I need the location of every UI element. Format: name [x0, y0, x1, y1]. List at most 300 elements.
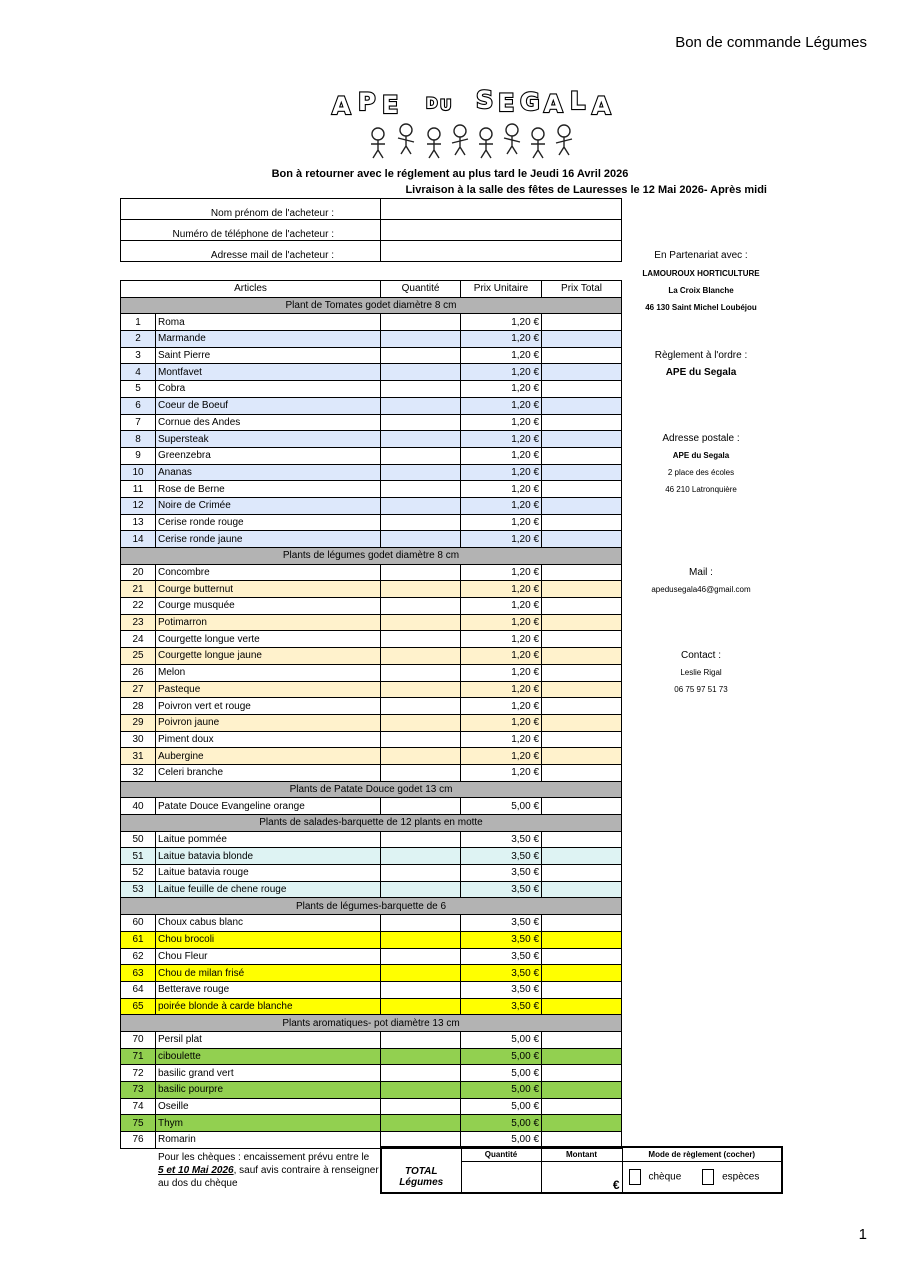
total-price-field[interactable]: [542, 881, 622, 898]
article-name: Piment doux: [156, 731, 381, 748]
article-number: 32: [121, 764, 156, 781]
article-name: Cobra: [156, 381, 381, 398]
quantity-field[interactable]: [381, 1048, 461, 1065]
total-price-field[interactable]: [542, 364, 622, 381]
unit-price: 1,20 €: [461, 564, 542, 581]
article-name: Courgette longue jaune: [156, 648, 381, 665]
deadline-notice: Bon à retourner avec le réglement au plus tard le Jeudi 16 Avril 2026: [271, 168, 629, 180]
article-row: [121, 764, 622, 781]
svg-text:S: S: [476, 86, 494, 114]
totals-quantity-header: Quantité: [461, 1147, 541, 1162]
quantity-field[interactable]: [381, 681, 461, 698]
unit-price: 5,00 €: [461, 1132, 542, 1149]
totals-amount-header: Montant: [541, 1147, 622, 1162]
article-row: [121, 648, 622, 665]
article-number: 62: [121, 948, 156, 965]
svg-text:L: L: [570, 87, 586, 115]
article-number: 11: [121, 481, 156, 498]
quantity-field[interactable]: [381, 915, 461, 932]
article-number: 20: [121, 564, 156, 581]
buyer-email-field[interactable]: [381, 241, 622, 262]
unit-price: 1,20 €: [461, 397, 542, 414]
article-row: [121, 614, 622, 631]
article-number: 5: [121, 381, 156, 398]
mail-label: Mail :: [689, 567, 713, 578]
quantity-field[interactable]: [381, 414, 461, 431]
article-name: Chou de milan frisé: [156, 965, 381, 982]
section-header: [121, 548, 622, 565]
article-number: 40: [121, 798, 156, 815]
unit-price: 1,20 €: [461, 714, 542, 731]
section-title: Plants aromatiques- pot diamètre 13 cm: [121, 1015, 622, 1032]
quantity-field[interactable]: [381, 431, 461, 448]
total-price-field[interactable]: [542, 931, 622, 948]
total-price-field[interactable]: [542, 581, 622, 598]
payment-order-label: Règlement à l'ordre :: [654, 350, 748, 361]
quantity-field[interactable]: [381, 614, 461, 631]
section-title: Plants de salades-barquette de 12 plants en motte: [121, 815, 622, 832]
total-price-field[interactable]: [542, 731, 622, 748]
article-row: [121, 381, 622, 398]
total-price-field[interactable]: [542, 698, 622, 715]
buyer-phone-field[interactable]: [381, 220, 622, 241]
total-price-field[interactable]: [542, 764, 622, 781]
unit-price: 1,20 €: [461, 314, 542, 331]
article-number: 50: [121, 831, 156, 848]
euro-sign: €: [612, 1178, 620, 1192]
quantity-field[interactable]: [381, 664, 461, 681]
unit-price: 3,50 €: [461, 998, 542, 1015]
total-price-field[interactable]: [542, 1115, 622, 1132]
article-row: [121, 714, 622, 731]
total-price-field[interactable]: [542, 1098, 622, 1115]
article-row: [121, 1115, 622, 1132]
article-number: 60: [121, 915, 156, 932]
article-name: ciboulette: [156, 1048, 381, 1065]
quantity-field[interactable]: [381, 364, 461, 381]
quantity-field[interactable]: [381, 931, 461, 948]
article-row: [121, 881, 622, 898]
unit-price: 3,50 €: [461, 831, 542, 848]
unit-price: 1,20 €: [461, 447, 542, 464]
article-name: Concombre: [156, 564, 381, 581]
quantity-field[interactable]: [381, 631, 461, 648]
article-number: 72: [121, 1065, 156, 1082]
page-number: 1: [858, 1226, 867, 1243]
unit-price: 1,20 €: [461, 331, 542, 348]
article-number: 6: [121, 397, 156, 414]
buyer-name-field[interactable]: [381, 199, 622, 220]
total-price-field[interactable]: [542, 531, 622, 548]
unit-price: 5,00 €: [461, 1065, 542, 1082]
article-row: [121, 314, 622, 331]
article-name: Choux cabus blanc: [156, 915, 381, 932]
total-price-field[interactable]: [542, 831, 622, 848]
header-articles: Articles: [121, 281, 381, 298]
partner-label: En Partenariat avec :: [654, 250, 748, 261]
header-total-price: Prix Total: [542, 281, 622, 298]
article-row: [121, 848, 622, 865]
unit-price: 3,50 €: [461, 865, 542, 882]
quantity-field[interactable]: [381, 331, 461, 348]
quantity-field[interactable]: [381, 531, 461, 548]
quantity-field[interactable]: [381, 998, 461, 1015]
total-price-field[interactable]: [542, 598, 622, 615]
article-number: 30: [121, 731, 156, 748]
payment-order-name: APE du Segala: [665, 367, 737, 378]
total-price-field[interactable]: [542, 614, 622, 631]
unit-price: 3,50 €: [461, 881, 542, 898]
total-price-field[interactable]: [542, 431, 622, 448]
unit-price: 5,00 €: [461, 1031, 542, 1048]
article-name: Rose de Berne: [156, 481, 381, 498]
article-row: [121, 664, 622, 681]
article-name: Laitue pommée: [156, 831, 381, 848]
total-price-field[interactable]: [542, 631, 622, 648]
unit-price: 3,50 €: [461, 915, 542, 932]
quantity-field[interactable]: [381, 1082, 461, 1099]
quantity-field[interactable]: [381, 481, 461, 498]
quantity-field[interactable]: [381, 1115, 461, 1132]
unit-price: 3,50 €: [461, 931, 542, 948]
postal-address-name: APE du Segala: [672, 451, 730, 460]
article-number: 65: [121, 998, 156, 1015]
svg-text:A: A: [332, 92, 351, 120]
total-price-field[interactable]: [542, 497, 622, 514]
article-number: 12: [121, 497, 156, 514]
article-name: Romarin: [156, 1132, 381, 1149]
article-number: 2: [121, 331, 156, 348]
quantity-field[interactable]: [381, 581, 461, 598]
article-name: Poivron jaune: [156, 714, 381, 731]
unit-price: 1,20 €: [461, 581, 542, 598]
quantity-field[interactable]: [381, 464, 461, 481]
quantity-field[interactable]: [381, 731, 461, 748]
quantity-field[interactable]: [381, 447, 461, 464]
article-name: Betterave rouge: [156, 981, 381, 998]
article-number: 61: [121, 931, 156, 948]
article-number: 76: [121, 1132, 156, 1149]
quantity-field[interactable]: [381, 698, 461, 715]
article-name: Potimarron: [156, 614, 381, 631]
article-number: 7: [121, 414, 156, 431]
article-row: [121, 915, 622, 932]
article-name: Saint Pierre: [156, 347, 381, 364]
unit-price: 1,20 €: [461, 414, 542, 431]
article-row: [121, 447, 622, 464]
article-number: 26: [121, 664, 156, 681]
svg-text:E: E: [382, 91, 399, 119]
section-header: [121, 1015, 622, 1032]
article-name: Cornue des Andes: [156, 414, 381, 431]
total-price-field[interactable]: [542, 1065, 622, 1082]
article-name: Coeur de Boeuf: [156, 397, 381, 414]
article-number: 8: [121, 431, 156, 448]
quantity-field[interactable]: [381, 764, 461, 781]
unit-price: 1,20 €: [461, 681, 542, 698]
total-price-field[interactable]: [542, 648, 622, 665]
total-price-field[interactable]: [542, 564, 622, 581]
article-name: Montfavet: [156, 364, 381, 381]
article-name: basilic grand vert: [156, 1065, 381, 1082]
delivery-notice: Livraison à la salle des fêtes de Lauresses le 12 Mai 2026- Après midi: [405, 184, 767, 196]
article-row: [121, 798, 622, 815]
article-row: [121, 1048, 622, 1065]
cash-checkbox[interactable]: [702, 1169, 714, 1185]
article-name: Thym: [156, 1115, 381, 1132]
article-name: Cerise ronde rouge: [156, 514, 381, 531]
article-number: 52: [121, 865, 156, 882]
svg-text:G: G: [520, 88, 540, 116]
quantity-field[interactable]: [381, 381, 461, 398]
buyer-name-label: Nom prénom de l'acheteur :: [121, 199, 381, 220]
unit-price: 5,00 €: [461, 1115, 542, 1132]
total-price-field[interactable]: [542, 998, 622, 1015]
quantity-field[interactable]: [381, 798, 461, 815]
article-row: [121, 364, 622, 381]
svg-text:E: E: [498, 89, 515, 117]
article-name: Courgette longue verte: [156, 631, 381, 648]
unit-price: 1,20 €: [461, 531, 542, 548]
unit-price: 1,20 €: [461, 364, 542, 381]
document-title: Bon de commande Légumes: [675, 34, 867, 51]
quantity-field[interactable]: [381, 598, 461, 615]
total-price-field[interactable]: [542, 347, 622, 364]
article-number: 4: [121, 364, 156, 381]
unit-price: 1,20 €: [461, 381, 542, 398]
article-row: [121, 981, 622, 998]
article-row: [121, 965, 622, 982]
quantity-field[interactable]: [381, 648, 461, 665]
article-number: 63: [121, 965, 156, 982]
total-price-field[interactable]: [542, 481, 622, 498]
article-row: [121, 347, 622, 364]
article-number: 29: [121, 714, 156, 731]
total-price-field[interactable]: [542, 965, 622, 982]
unit-price: 1,20 €: [461, 347, 542, 364]
quantity-field[interactable]: [381, 564, 461, 581]
quantity-field[interactable]: [381, 965, 461, 982]
article-name: Chou Fleur: [156, 948, 381, 965]
article-row: [121, 514, 622, 531]
payment-mode-cell: [622, 1162, 782, 1194]
article-number: 51: [121, 848, 156, 865]
article-number: 64: [121, 981, 156, 998]
postal-address-city: 46 210 Latronquière: [665, 485, 737, 494]
article-name: Courge butternut: [156, 581, 381, 598]
article-name: Laitue batavia blonde: [156, 848, 381, 865]
quantity-field[interactable]: [381, 1031, 461, 1048]
quantity-field[interactable]: [381, 347, 461, 364]
unit-price: 1,20 €: [461, 698, 542, 715]
unit-price: 3,50 €: [461, 948, 542, 965]
quantity-field[interactable]: [381, 714, 461, 731]
article-number: 14: [121, 531, 156, 548]
article-number: 10: [121, 464, 156, 481]
total-price-field[interactable]: [542, 414, 622, 431]
article-row: [121, 431, 622, 448]
article-row: [121, 998, 622, 1015]
quantity-field[interactable]: [381, 397, 461, 414]
total-price-field[interactable]: [542, 798, 622, 815]
cheque-note-dates: 5 et 10 Mai 2026: [158, 1165, 234, 1176]
quantity-field[interactable]: [381, 1065, 461, 1082]
total-price-field[interactable]: [542, 1082, 622, 1099]
article-name: Roma: [156, 314, 381, 331]
article-name: Aubergine: [156, 748, 381, 765]
buyer-email-label: Adresse mail de l'acheteur :: [121, 241, 381, 262]
svg-text:D: D: [426, 96, 438, 112]
article-number: 74: [121, 1098, 156, 1115]
unit-price: 5,00 €: [461, 1082, 542, 1099]
article-name: Cerise ronde jaune: [156, 531, 381, 548]
section-header: [121, 898, 622, 915]
total-price-field[interactable]: [542, 714, 622, 731]
article-row: [121, 931, 622, 948]
article-row: [121, 631, 622, 648]
total-price-field[interactable]: [542, 397, 622, 414]
total-price-field[interactable]: [542, 681, 622, 698]
article-name: Ananas: [156, 464, 381, 481]
unit-price: 1,20 €: [461, 731, 542, 748]
unit-price: 1,20 €: [461, 481, 542, 498]
cheque-note: [158, 1151, 382, 1190]
total-quantity-field[interactable]: [461, 1162, 541, 1194]
order-table: [120, 280, 622, 1149]
total-label: TOTAL Légumes: [381, 1162, 461, 1194]
quantity-field[interactable]: [381, 1098, 461, 1115]
article-row: [121, 598, 622, 615]
total-price-field[interactable]: [542, 981, 622, 998]
article-name: Persil plat: [156, 1031, 381, 1048]
totals-mode-header: Mode de règlement (cocher): [622, 1147, 782, 1162]
article-number: 31: [121, 748, 156, 765]
total-price-field[interactable]: [542, 948, 622, 965]
unit-price: 1,20 €: [461, 764, 542, 781]
total-amount-field[interactable]: [541, 1162, 622, 1194]
article-name: Pasteque: [156, 681, 381, 698]
cheque-checkbox[interactable]: [629, 1169, 641, 1185]
article-row: [121, 698, 622, 715]
article-name: poirée blonde à carde blanche: [156, 998, 381, 1015]
section-title: Plants de légumes-barquette de 6: [121, 898, 622, 915]
unit-price: 1,20 €: [461, 631, 542, 648]
article-number: 9: [121, 447, 156, 464]
postal-address-street: 2 place des écoles: [667, 468, 735, 477]
quantity-field[interactable]: [381, 497, 461, 514]
contact-label: Contact :: [680, 650, 722, 661]
unit-price: 3,50 €: [461, 848, 542, 865]
article-number: 27: [121, 681, 156, 698]
total-price-field[interactable]: [542, 748, 622, 765]
article-row: [121, 1031, 622, 1048]
article-number: 25: [121, 648, 156, 665]
article-number: 22: [121, 598, 156, 615]
unit-price: 1,20 €: [461, 598, 542, 615]
buyer-info-table: [120, 198, 622, 262]
section-header: [121, 781, 622, 798]
article-name: Courge musquée: [156, 598, 381, 615]
quantity-field[interactable]: [381, 981, 461, 998]
total-price-field[interactable]: [542, 1031, 622, 1048]
article-name: basilic pourpre: [156, 1082, 381, 1099]
mail-value: apedusegala46@gmail.com: [651, 585, 751, 594]
article-row: [121, 681, 622, 698]
article-row: [121, 497, 622, 514]
article-number: 28: [121, 698, 156, 715]
total-price-field[interactable]: [542, 848, 622, 865]
article-number: 71: [121, 1048, 156, 1065]
article-number: 21: [121, 581, 156, 598]
article-row: [121, 948, 622, 965]
unit-price: 5,00 €: [461, 1098, 542, 1115]
article-row: [121, 531, 622, 548]
quantity-field[interactable]: [381, 748, 461, 765]
unit-price: 1,20 €: [461, 431, 542, 448]
contact-name: Leslie Rigal: [680, 668, 722, 677]
quantity-field[interactable]: [381, 848, 461, 865]
total-price-field[interactable]: [542, 865, 622, 882]
section-title: Plants de Patate Douce godet 13 cm: [121, 781, 622, 798]
article-name: Laitue batavia rouge: [156, 865, 381, 882]
quantity-field[interactable]: [381, 831, 461, 848]
article-number: 13: [121, 514, 156, 531]
unit-price: 3,50 €: [461, 965, 542, 982]
article-row: [121, 748, 622, 765]
svg-text:P: P: [358, 88, 376, 116]
section-title: Plant de Tomates godet diamètre 8 cm: [121, 297, 622, 314]
quantity-field[interactable]: [381, 865, 461, 882]
total-price-field[interactable]: [542, 447, 622, 464]
article-row: [121, 1098, 622, 1115]
total-price-field[interactable]: [542, 664, 622, 681]
total-price-field[interactable]: [542, 464, 622, 481]
article-row: [121, 731, 622, 748]
quantity-field[interactable]: [381, 881, 461, 898]
header-quantity: Quantité: [381, 281, 461, 298]
quantity-field[interactable]: [381, 948, 461, 965]
article-number: 73: [121, 1082, 156, 1099]
cheque-label: chèque: [648, 1171, 682, 1183]
quantity-field[interactable]: [381, 514, 461, 531]
article-name: Oseille: [156, 1098, 381, 1115]
article-row: [121, 397, 622, 414]
total-price-field[interactable]: [542, 331, 622, 348]
unit-price: 1,20 €: [461, 514, 542, 531]
total-price-field[interactable]: [542, 381, 622, 398]
total-price-field[interactable]: [542, 1048, 622, 1065]
ape-segala-logo: [322, 84, 622, 160]
total-price-field[interactable]: [542, 514, 622, 531]
article-row: [121, 481, 622, 498]
unit-price: 1,20 €: [461, 497, 542, 514]
article-row: [121, 581, 622, 598]
cash-label: espèces: [722, 1171, 760, 1183]
unit-price: 3,50 €: [461, 981, 542, 998]
total-price-field[interactable]: [542, 314, 622, 331]
article-number: 1: [121, 314, 156, 331]
article-row: [121, 564, 622, 581]
partner-city: 46 130 Saint Michel Loubéjou: [645, 303, 757, 312]
section-header: [121, 815, 622, 832]
article-name: Chou brocoli: [156, 931, 381, 948]
quantity-field[interactable]: [381, 314, 461, 331]
total-price-field[interactable]: [542, 915, 622, 932]
partner-name: LAMOUROUX HORTICULTURE: [642, 269, 760, 278]
article-row: [121, 1082, 622, 1099]
unit-price: 1,20 €: [461, 748, 542, 765]
partner-place: La Croix Blanche: [668, 286, 734, 295]
